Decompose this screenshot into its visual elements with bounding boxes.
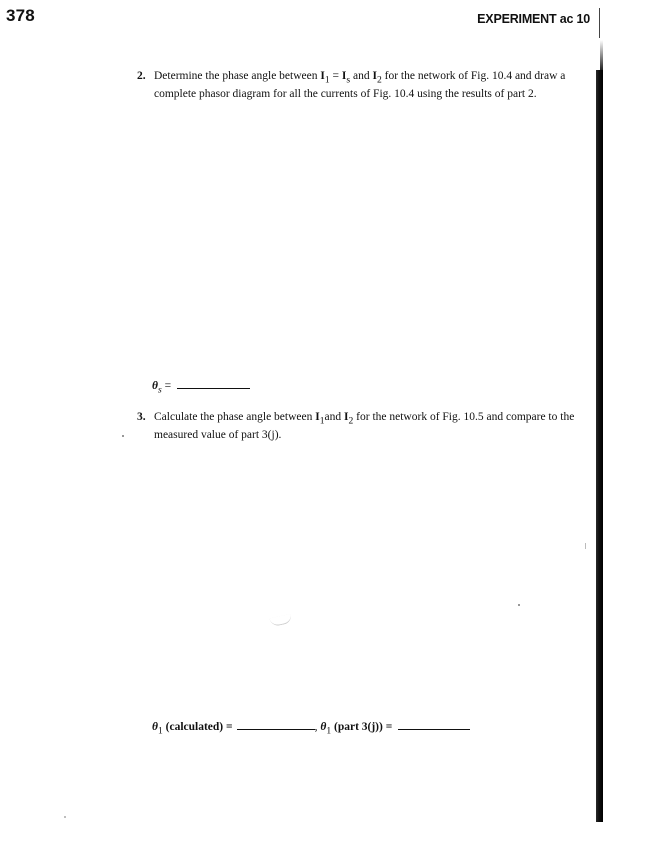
scan-speck bbox=[585, 543, 586, 549]
theta-1-symbol: θ bbox=[152, 721, 158, 733]
theta-1-part-symbol: θ bbox=[320, 721, 327, 733]
scan-speck bbox=[122, 435, 124, 437]
theta-1-calc-label: (calculated) = bbox=[162, 721, 233, 733]
theta-s-equals: = bbox=[161, 380, 172, 392]
q2-text-b: for the network of Fig. 10.4 and draw a complete phasor diagram for all the currents of Fig. 10.4 using the results of part 2. bbox=[154, 70, 566, 101]
binding-edge-top bbox=[600, 40, 603, 70]
theta-1-separator: , bbox=[314, 721, 318, 733]
theta-1-part-blank[interactable] bbox=[398, 719, 470, 730]
question-3-text bbox=[154, 410, 597, 442]
q2-current-is: I bbox=[341, 70, 347, 82]
theta-1-subscript: 1 bbox=[157, 725, 163, 737]
header-rule bbox=[599, 8, 600, 38]
q3-current-i2: I bbox=[344, 411, 349, 423]
theta-1-part-subscript: 1 bbox=[326, 725, 332, 737]
binding-edge bbox=[596, 70, 603, 822]
q3-text-a: Calculate the phase angle between bbox=[154, 411, 316, 423]
question-2 bbox=[137, 69, 597, 101]
answer-theta-s bbox=[152, 378, 250, 395]
answer-theta-1 bbox=[152, 719, 470, 736]
page-number: 378 bbox=[6, 6, 35, 25]
q3-text-b: for the network of Fig. 10.5 and compare to the measured value of part 3(j). bbox=[154, 411, 575, 442]
q2-current-i2: I bbox=[372, 70, 377, 82]
q2-current-i1-sub: 1 bbox=[324, 74, 330, 86]
question-2-number: 2. bbox=[137, 70, 146, 82]
q2-current-is-sub: s bbox=[346, 74, 351, 86]
scan-smudge bbox=[269, 614, 292, 627]
theta-1-calc-blank[interactable] bbox=[237, 719, 315, 730]
question-2-text bbox=[154, 69, 597, 101]
theta-s-symbol: θ bbox=[152, 380, 158, 392]
theta-1-part-label: (part 3(j)) = bbox=[331, 721, 393, 733]
q3-current-i1: I bbox=[315, 411, 320, 423]
theta-s-blank[interactable] bbox=[177, 378, 250, 389]
q3-current-i2-sub: 2 bbox=[348, 415, 354, 427]
q2-current-i1: I bbox=[320, 70, 325, 82]
running-head: EXPERIMENT ac 10 bbox=[477, 12, 590, 26]
question-3 bbox=[137, 410, 597, 442]
theta-s-subscript: s bbox=[157, 384, 162, 396]
scan-speck bbox=[518, 604, 520, 606]
question-3-number: 3. bbox=[137, 411, 146, 423]
q2-current-i2-sub: 2 bbox=[376, 74, 382, 86]
scan-speck bbox=[64, 816, 66, 818]
q3-and: and bbox=[324, 411, 345, 423]
q2-equals: = bbox=[329, 70, 342, 82]
q3-current-i1-sub: 1 bbox=[319, 415, 325, 427]
q2-and: and bbox=[350, 70, 373, 82]
q2-text-a: Determine the phase angle between bbox=[154, 70, 321, 82]
